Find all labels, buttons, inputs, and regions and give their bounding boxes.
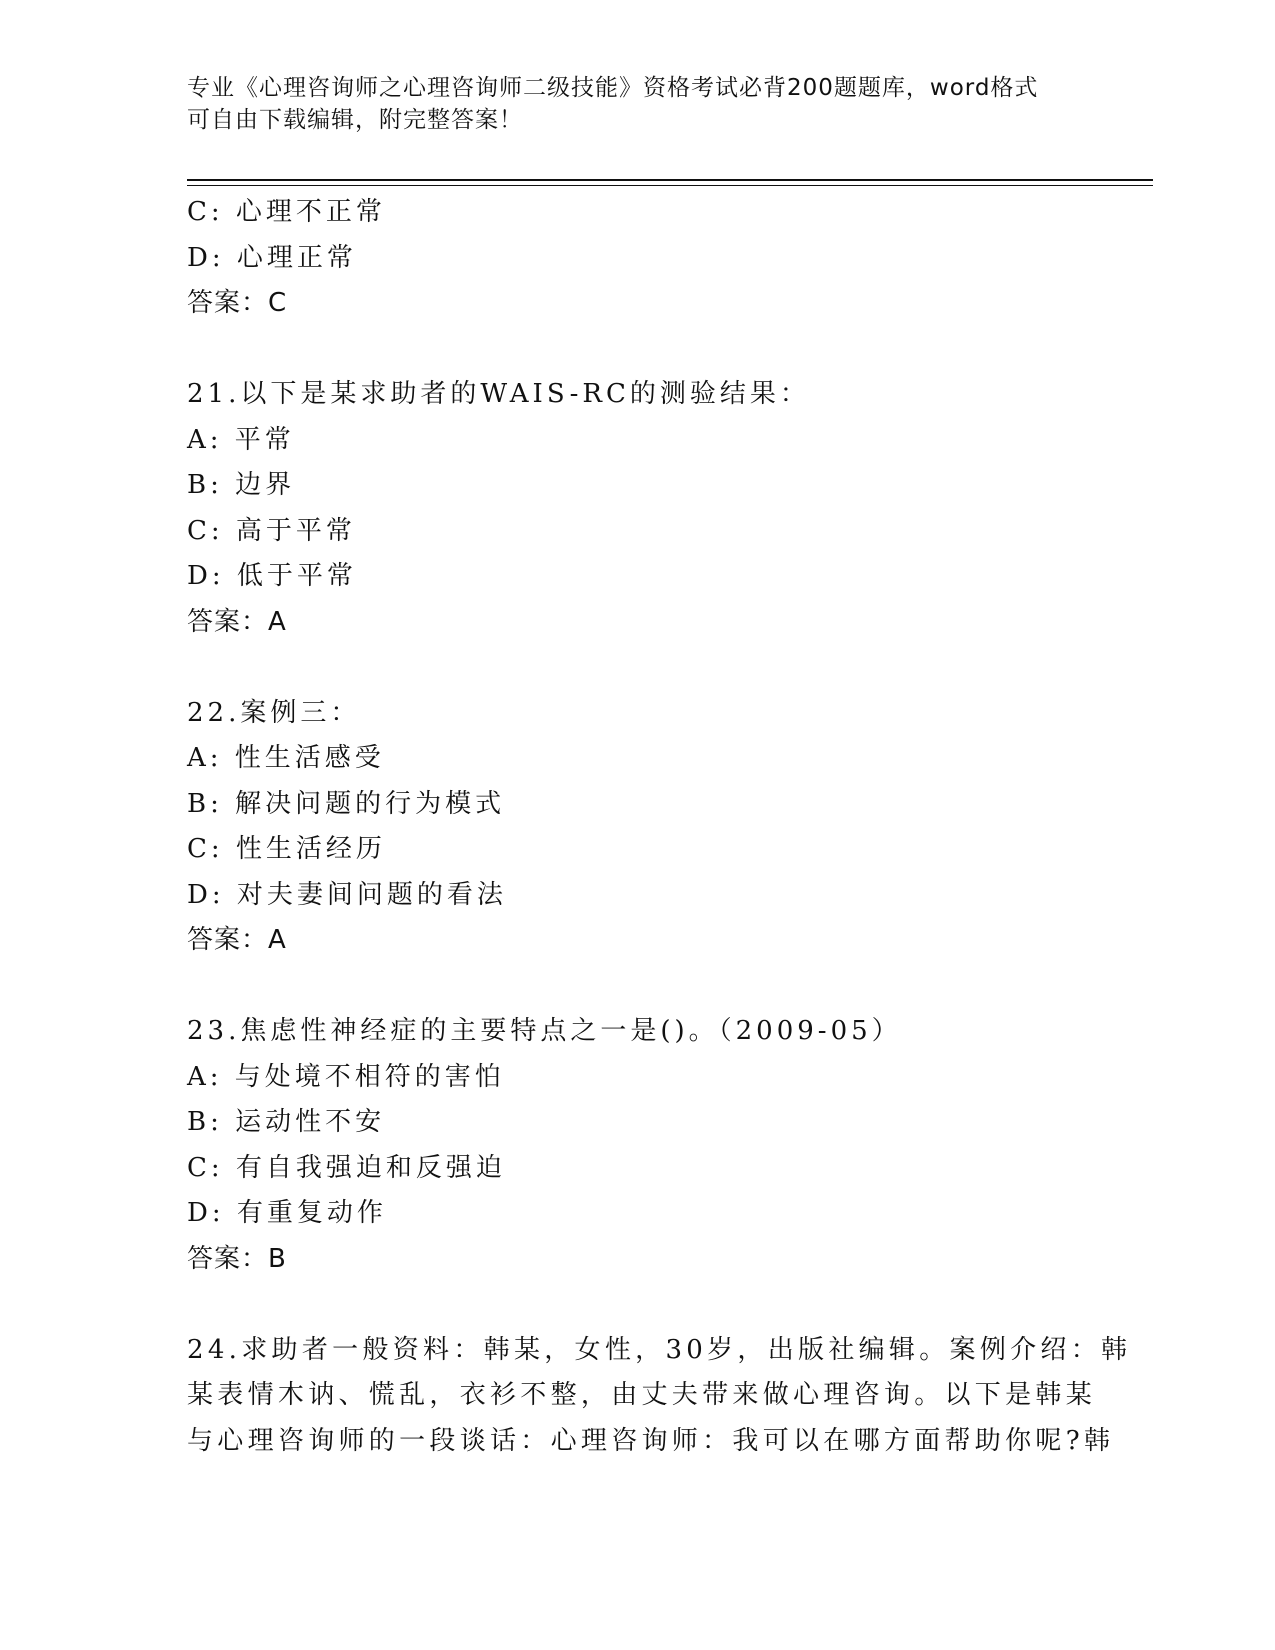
answer-line: 答案：B <box>187 1243 287 1274</box>
option-a: A: 性生活感受 <box>187 743 385 773</box>
question-stem: 23.焦虑性神经症的主要特点之一是()。（2009-05） <box>187 1016 902 1046</box>
header-divider-thick <box>187 179 1153 181</box>
question-text-line: 某表情木讷、慌乱，衣衫不整，由丈夫带来做心理咨询。以下是韩某 <box>187 1380 1097 1410</box>
question-block-20 <box>187 190 1087 327</box>
question-block-24 <box>187 1328 1132 1465</box>
question-block-21 <box>187 372 1087 645</box>
option-d: D: 对夫妻间问题的看法 <box>187 879 507 910</box>
spacer <box>187 645 1087 691</box>
spacer <box>187 964 1087 1010</box>
option-b: B: 解决问题的行为模式 <box>187 788 506 819</box>
header-divider-thin <box>187 185 1153 186</box>
option-c: C: 有自我强迫和反强迫 <box>187 1152 506 1183</box>
question-block-22 <box>187 691 1087 964</box>
question-text-line: 与心理咨询师的一段谈话：心理咨询师：我可以在哪方面帮助你呢?韩 <box>187 1425 1115 1456</box>
header-line-1: 专业《心理咨询师之心理咨询师二级技能》资格考试必背200题题库，word格式 <box>187 75 1039 101</box>
answer-line: 答案：C <box>187 288 288 318</box>
question-block-23 <box>187 1009 1087 1282</box>
question-text-line: 24.求助者一般资料：韩某，女性，30岁，出版社编辑。案例介绍：韩 <box>187 1334 1132 1365</box>
spacer <box>187 327 1087 373</box>
option-b: B: 运动性不安 <box>187 1107 386 1137</box>
option-c: C: 心理不正常 <box>187 197 386 227</box>
question-stem: 21.以下是某求助者的WAIS-RC的测验结果： <box>187 379 810 409</box>
option-b: B: 边界 <box>187 470 296 500</box>
option-d: D: 有重复动作 <box>187 1198 387 1228</box>
option-d: D: 心理正常 <box>187 242 357 273</box>
header-line-2: 可自由下载编辑，附完整答案！ <box>187 107 523 133</box>
document-header <box>187 72 1067 136</box>
option-d: D: 低于平常 <box>187 561 357 591</box>
answer-line: 答案：A <box>187 925 287 955</box>
option-a: A: 与处境不相符的害怕 <box>187 1061 505 1092</box>
option-c: C: 性生活经历 <box>187 834 386 864</box>
option-c: C: 高于平常 <box>187 515 356 546</box>
spacer <box>187 1282 1087 1328</box>
question-stem: 22.案例三： <box>187 697 361 728</box>
answer-line: 答案：A <box>187 606 287 637</box>
question-list <box>187 190 1132 1464</box>
option-a: A: 平常 <box>187 424 295 455</box>
